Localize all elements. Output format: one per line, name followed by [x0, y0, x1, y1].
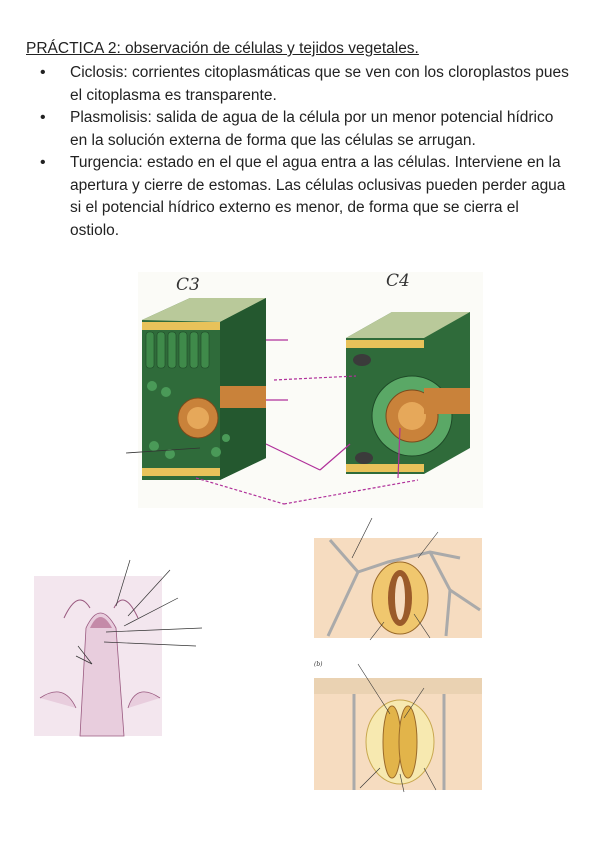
stomata-figure	[300, 518, 495, 808]
c3-label: C3	[176, 275, 200, 295]
bullet-plasmolisis: • Plasmolisis: salida de agua de la célula por un menor potencial hídrico en la solución externa de forma que las células se arrugan.	[40, 107, 570, 152]
bullet-ciclosis: • Ciclosis: corrientes citoplasmáticas que se ven con los cloroplastos pues el citoplasma es transparente.	[40, 62, 570, 107]
stomata-panel-b	[314, 664, 482, 792]
c3-leaf-block	[142, 298, 266, 480]
stomata-panel-b-label: (b)	[314, 661, 323, 668]
leaf-anatomy-figure	[20, 268, 490, 513]
c4-leaf-block	[346, 312, 470, 474]
c4-label: C4	[386, 271, 410, 291]
bullet-turgencia: • Turgencia: estado en el que el agua entra a las células. Interviene en la apertura y cierre de estomas. Las células oclusivas pueden perder agua si el potencial hídrico externo es menor, de forma que se cierra el ostiolo.	[40, 152, 570, 242]
stem-apex-figure	[20, 548, 290, 738]
page-title: PRÁCTICA 2: observación de células y tejidos vegetales.	[26, 40, 419, 57]
definitions-list	[40, 62, 570, 242]
